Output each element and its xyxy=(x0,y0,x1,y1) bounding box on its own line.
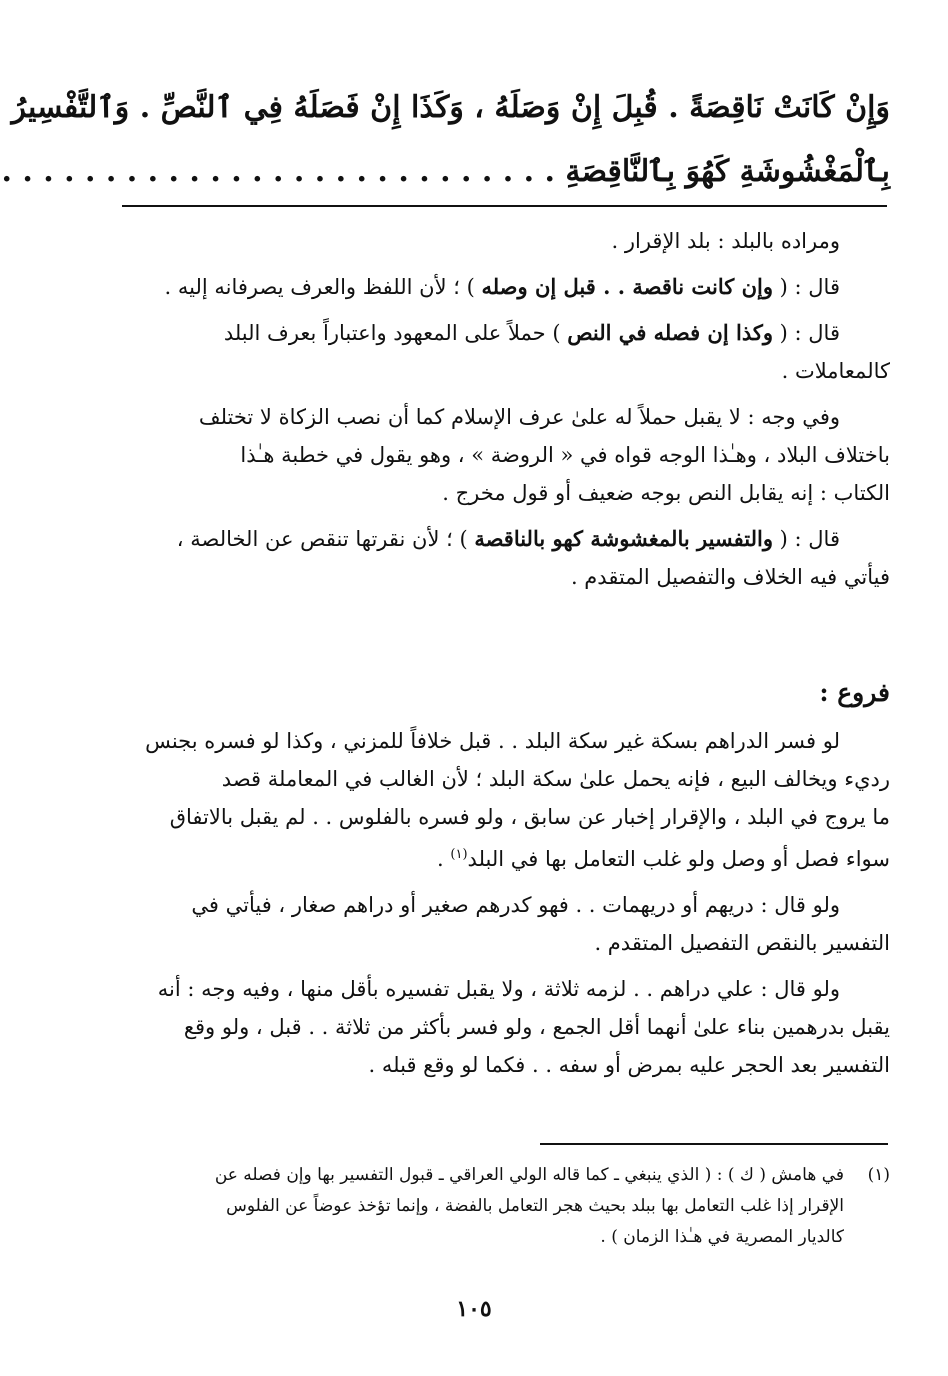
paragraph xyxy=(112,970,890,1084)
text-line: رديء ويخالف البيع ، فإنه يحمل علىٰ سكة البلد ؛ لأن الغالب في المعاملة قصد xyxy=(221,767,890,791)
section-heading: فروع : xyxy=(819,678,890,707)
paragraph xyxy=(112,520,890,596)
text-line: وفي وجه : لا يقبل حملاً له علىٰ عرف الإسلام كما أن نصب الزكاة لا تختلف xyxy=(198,405,840,429)
quoted-matn: وكذا إن فصله في النص xyxy=(567,320,773,345)
matn-divider xyxy=(122,205,887,207)
text-line: كالمعاملات . xyxy=(781,359,890,383)
text-run: سواء فصل أو وصل ولو غلب التعامل بها في البلد xyxy=(467,847,890,871)
footnote-line: في هامش ( ك ) : ( الذي ينبغي ـ كما قاله الولي العراقي ـ قبول التفسير بها وإن فصله عن xyxy=(214,1165,844,1185)
text-line: التفسير بالنقص التفصيل المتقدم . xyxy=(594,931,890,955)
text-line: لو فسر الدراهم بسكة غير سكة البلد . . قبل خلافاً للمزني ، وكذا لو فسره بجنس xyxy=(145,729,840,753)
text-run: قال : ( xyxy=(773,275,840,299)
text-run: قال : ( xyxy=(773,527,840,551)
footnote-divider xyxy=(540,1143,888,1145)
text-run: ) حملاً على المعهود واعتباراً بعرف البلد xyxy=(223,321,568,345)
text-line: يقبل بدرهمين بناء علىٰ أنهما أقل الجمع ، ولو فسر بأكثر من ثلاثة . . قبل ، ولو وقع xyxy=(183,1015,890,1039)
page-number: ١٠٥ xyxy=(456,1296,492,1322)
text-line: باختلاف البلاد ، وهـٰذا الوجه قواه في « الروضة » ، وهو يقول في خطبة هـٰذا xyxy=(240,443,890,467)
text-run: . xyxy=(437,847,451,871)
text-line xyxy=(112,314,890,352)
footnote-ref[interactable]: (١) xyxy=(450,847,468,862)
text-line: الكتاب : إنه يقابل النص بوجه ضعيف أو قول مخرج . xyxy=(442,481,890,505)
commentary-section xyxy=(112,222,890,604)
text-line: التفسير بعد الحجر عليه بمرض أو سفه . . فكما لو وقع قبله . xyxy=(368,1053,890,1077)
paragraph xyxy=(112,222,890,260)
footnote-number: (١) xyxy=(867,1165,890,1185)
paragraph xyxy=(112,314,890,390)
text-line xyxy=(112,268,890,306)
text-line xyxy=(112,836,890,878)
matn-text xyxy=(1,76,890,204)
paragraph xyxy=(112,886,890,962)
quoted-matn: وإن كانت ناقصة . . قبل إن وصله xyxy=(481,274,773,299)
matn-line: بِٱلْمَغْشُوشَةِ كَهُوَ بِٱلنَّاقِصَةِ . . . . . . . . . . . . . . . . . . . . . . . . . . . xyxy=(1,154,890,189)
text-line xyxy=(112,520,890,558)
footnote-line: كالديار المصرية في هـٰذا الزمان ) . xyxy=(600,1227,844,1247)
paragraph xyxy=(112,722,890,878)
text-line: ولو قال : علي دراهم . . لزمه ثلاثة ، ولا يقبل تفسيره بأقل منها ، وفيه وجه : أنه xyxy=(157,977,840,1001)
footnote xyxy=(118,1160,890,1253)
quoted-matn: والتفسير بالمغشوشة كهو بالناقصة xyxy=(474,526,773,551)
text-line: ولو قال : دريهم أو دريهمات . . فهو كدرهم صغير أو دراهم صغار ، فيأتي في xyxy=(191,893,840,917)
paragraph xyxy=(112,398,890,512)
paragraph xyxy=(112,268,890,306)
text-line: فيأتي فيه الخلاف والتفصيل المتقدم . xyxy=(570,565,890,589)
text-run: قال : ( xyxy=(773,321,840,345)
text-line: ما يروج في البلد ، والإقرار إخبار عن سابق ، ولو فسره بالفلوس . . لم يقبل بالاتفاق xyxy=(169,805,890,829)
footnote-line: الإقرار إذا غلب التعامل بها ببلد بحيث هجر التعامل بالفضة ، وإنما تؤخذ عوضاً عن الفلوس xyxy=(226,1196,844,1216)
text-run: ) ؛ لأن نقرتها تنقص عن الخالصة ، xyxy=(176,527,475,551)
footnote-body xyxy=(118,1160,844,1253)
furu-section xyxy=(112,722,890,1092)
text-run: ) ؛ لأن اللفظ والعرف يصرفانه إليه . xyxy=(164,275,482,299)
text-line: ومراده بالبلد : بلد الإقرار . xyxy=(611,229,840,253)
matn-line: وَإِنْ كَانَتْ نَاقِصَةً . قُبِلَ إِنْ وَصَلَهُ ، وَكَذَا إِنْ فَصَلَهُ فِي ٱلنَّصِّ . وَٱلتَّفْسِيرُ xyxy=(11,90,890,125)
